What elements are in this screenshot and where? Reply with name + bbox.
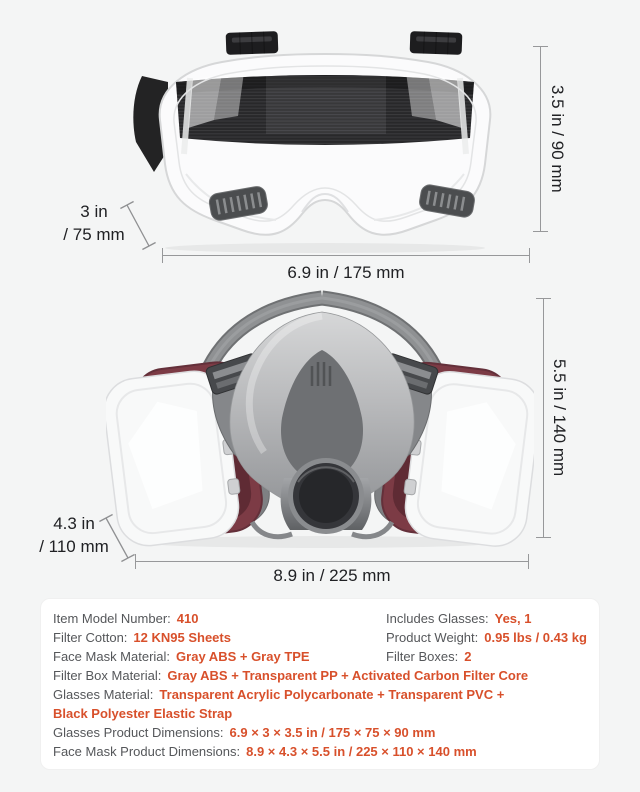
spec-label: Filter Box Material: bbox=[53, 668, 162, 683]
spec-label: Glasses Material: bbox=[53, 687, 154, 702]
goggles-width-dim-line bbox=[162, 255, 530, 256]
spec-value: 0.95 lbs / 0.43 kg bbox=[484, 630, 587, 645]
spec-panel bbox=[40, 598, 600, 770]
goggles-width-dim-label: 6.9 in / 175 mm bbox=[287, 263, 405, 282]
goggles-height-dim-line bbox=[540, 46, 541, 232]
goggles-clip-left bbox=[226, 31, 279, 55]
goggles-clip-right bbox=[410, 31, 463, 55]
spec-label: Filter Boxes: bbox=[386, 649, 459, 664]
goggles-depth-dim-label: 3 in / 75 mm bbox=[63, 202, 125, 244]
spec-row-filter-boxes bbox=[386, 647, 587, 666]
spec-value: Yes, 1 bbox=[494, 611, 532, 626]
spec-panel-content bbox=[41, 599, 599, 771]
spec-row-filter-box-material bbox=[53, 666, 587, 685]
goggles-shadow bbox=[165, 243, 485, 253]
goggles-height-dim-label: 3.5 in / 90 mm bbox=[548, 85, 567, 193]
spec-value: 6.9 × 3 × 3.5 in / 175 × 75 × 90 mm bbox=[229, 725, 436, 740]
spec-row-face-mask-dimensions bbox=[53, 742, 587, 761]
spec-label: Includes Glasses: bbox=[386, 611, 489, 626]
mask-depth-dim-label: 4.3 in / 110 mm bbox=[39, 514, 109, 556]
spec-value: Transparent Acrylic Polycarbonate + Transparent PVC + bbox=[159, 687, 505, 702]
mask-height-dim-label: 5.5 in / 140 mm bbox=[550, 359, 569, 477]
mask-width-dim-line bbox=[135, 561, 529, 562]
goggles-illustration bbox=[126, 24, 524, 256]
spec-label: Face Mask Material: bbox=[53, 649, 171, 664]
spec-label: Glasses Product Dimensions: bbox=[53, 725, 224, 740]
spec-row-glasses-material bbox=[53, 685, 587, 723]
spec-label: Face Mask Product Dimensions: bbox=[53, 744, 241, 759]
spec-value: 2 bbox=[464, 649, 472, 664]
spec-row-product-weight bbox=[386, 628, 587, 647]
spec-label: Filter Cotton: bbox=[53, 630, 128, 645]
mask-width-dim-label: 8.9 in / 225 mm bbox=[273, 566, 391, 585]
spec-row-glasses-dimensions bbox=[53, 723, 587, 742]
spec-panel-right-column bbox=[386, 609, 587, 666]
spec-label: Item Model Number: bbox=[53, 611, 171, 626]
spec-row-includes-glasses bbox=[386, 609, 587, 628]
spec-value: 12 KN95 Sheets bbox=[133, 630, 231, 645]
spec-value: 410 bbox=[176, 611, 199, 626]
spec-value: 8.9 × 4.3 × 5.5 in / 225 × 110 × 140 mm bbox=[246, 744, 477, 759]
spec-label: Product Weight: bbox=[386, 630, 479, 645]
spec-value-continued: Black Polyester Elastic Strap bbox=[53, 706, 233, 721]
spec-value: Gray ABS + Gray TPE bbox=[176, 649, 310, 664]
respirator-illustration bbox=[106, 286, 534, 550]
spec-value: Gray ABS + Transparent PP + Activated Carbon Filter Core bbox=[167, 668, 529, 683]
